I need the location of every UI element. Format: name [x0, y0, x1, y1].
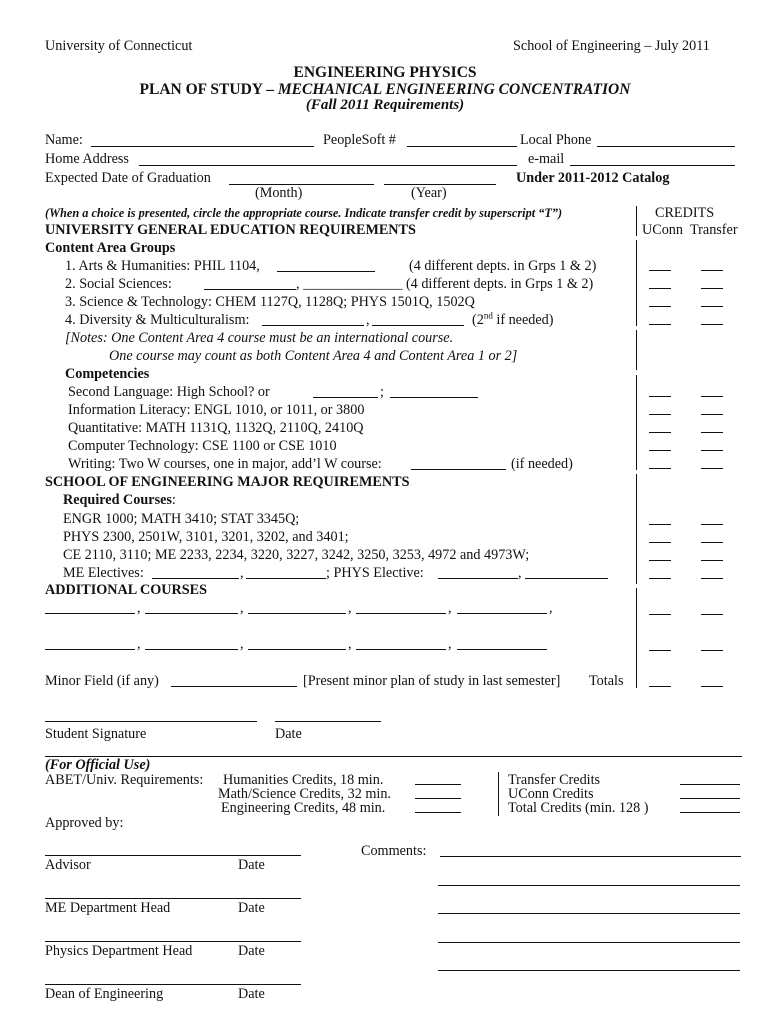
additional-course-field[interactable]	[145, 613, 238, 614]
uconn-credit-field[interactable]	[649, 270, 671, 271]
notes-line-1: [Notes: One Content Area 4 course must be an international course.	[65, 330, 454, 346]
content-area-2-note: , ______________ (4 different depts. in Grps 1 & 2)	[296, 276, 594, 292]
comments-line[interactable]	[440, 856, 741, 857]
physics-head-label: Physics Department Head	[45, 943, 193, 959]
comments-line[interactable]	[438, 913, 740, 914]
comma: ,	[240, 565, 244, 581]
dean-label: Dean of Engineering	[45, 986, 164, 1002]
phys-elective-label: ; PHYS Elective:	[326, 565, 424, 581]
name-label: Name:	[45, 132, 83, 148]
transfer-credit-field[interactable]	[701, 306, 723, 307]
comments-line[interactable]	[438, 970, 740, 971]
competency-computer: Computer Technology: CSE 1100 or CSE 1010	[68, 438, 337, 454]
transfer-column-heading: Transfer	[690, 222, 738, 238]
additional-course-field[interactable]	[457, 649, 547, 650]
transfer-credit-field[interactable]	[701, 524, 723, 525]
home-address-label: Home Address	[45, 151, 129, 167]
uconn-credit-field[interactable]	[649, 414, 671, 415]
notes-line-2: One course may count as both Content Area 4 and Content Area 1 or 2]	[109, 348, 518, 364]
local-phone-field[interactable]	[597, 146, 735, 147]
semicolon: ;	[380, 384, 384, 400]
content-area-1-field[interactable]	[277, 271, 375, 272]
additional-course-field[interactable]	[457, 613, 547, 614]
content-area-4-note: (2nd if needed)	[472, 310, 554, 328]
comma: ,	[137, 636, 141, 652]
student-date-label: Date	[275, 726, 302, 742]
phys-elective-field-2[interactable]	[525, 578, 608, 579]
competencies-heading: Competencies	[65, 366, 150, 382]
uconn-credit-field[interactable]	[649, 578, 671, 579]
humanities-credits-field[interactable]	[415, 784, 461, 785]
uconn-credit-field[interactable]	[649, 468, 671, 469]
transfer-credits-label: Transfer Credits	[508, 772, 601, 788]
transfer-credit-field[interactable]	[701, 396, 723, 397]
content-area-4-field-a[interactable]	[262, 325, 364, 326]
writing-field[interactable]	[411, 469, 506, 470]
competency-info-literacy: Information Literacy: ENGL 1010, or 1011, or 3800	[68, 402, 365, 418]
physics-head-date-label: Date	[238, 943, 265, 959]
additional-course-field[interactable]	[356, 613, 446, 614]
phys-elective-field-1[interactable]	[438, 578, 518, 579]
transfer-credit-field[interactable]	[701, 650, 723, 651]
dean-date-label: Date	[238, 986, 265, 1002]
competency-language: Second Language: High School? or	[68, 384, 270, 400]
student-signature-label: Student Signature	[45, 726, 147, 742]
gen-ed-heading: UNIVERSITY GENERAL EDUCATION REQUIREMENTS	[45, 222, 416, 238]
column-divider	[636, 588, 637, 688]
advisor-label: Advisor	[45, 857, 91, 873]
content-area-4-field-b[interactable]	[372, 325, 464, 326]
competency-quantitative: Quantitative: MATH 1131Q, 1132Q, 2110Q, 2410Q	[68, 420, 364, 436]
transfer-credit-field[interactable]	[701, 414, 723, 415]
comments-line[interactable]	[438, 942, 740, 943]
additional-heading: ADDITIONAL COURSES	[45, 582, 208, 598]
content-area-2-field[interactable]	[204, 289, 296, 290]
column-divider	[636, 474, 637, 584]
uconn-credit-field[interactable]	[649, 542, 671, 543]
uconn-credit-field[interactable]	[649, 306, 671, 307]
required-courses-heading: Required Courses:	[63, 492, 176, 508]
advisor-date-label: Date	[238, 857, 265, 873]
comma: ,	[448, 600, 452, 616]
comma: ,	[448, 636, 452, 652]
abet-label: ABET/Univ. Requirements:	[45, 772, 204, 788]
writing-suffix: (if needed)	[511, 456, 573, 472]
column-divider	[636, 240, 637, 326]
month-label: (Month)	[255, 185, 303, 201]
transfer-credit-field[interactable]	[701, 288, 723, 289]
comments-label: Comments:	[361, 843, 427, 859]
comma: ,	[137, 600, 141, 616]
engineering-credits-label: Engineering Credits, 48 min.	[221, 800, 386, 816]
minor-label: Minor Field (if any)	[45, 673, 159, 689]
me-head-label: ME Department Head	[45, 900, 171, 916]
doc-subtitle: PLAN OF STUDY – MECHANICAL ENGINEERING CONCENTRATION	[139, 81, 631, 98]
uconn-credits-field[interactable]	[680, 798, 740, 799]
uconn-credits-label: UConn Credits	[508, 786, 594, 802]
column-divider	[636, 330, 637, 370]
totals-label: Totals	[589, 673, 624, 689]
math-science-credits-label: Math/Science Credits, 32 min.	[218, 786, 391, 802]
transfer-total-field[interactable]	[701, 686, 723, 687]
comma: ,	[348, 600, 352, 616]
student-date-line[interactable]	[275, 721, 381, 722]
total-credits-field[interactable]	[680, 812, 740, 813]
transfer-credit-field[interactable]	[701, 614, 723, 615]
minor-field[interactable]	[171, 686, 297, 687]
uconn-credit-field[interactable]	[649, 614, 671, 615]
uconn-credit-field[interactable]	[649, 650, 671, 651]
peoplesoft-field[interactable]	[407, 146, 517, 147]
content-area-2: 2. Social Sciences:	[65, 276, 172, 292]
transfer-credit-field[interactable]	[701, 560, 723, 561]
content-area-3: 3. Science & Technology: CHEM 1127Q, 1128Q; PHYS 1501Q, 1502Q	[65, 294, 475, 310]
transfer-credit-field[interactable]	[701, 270, 723, 271]
column-divider	[636, 206, 637, 236]
instructions: (When a choice is presented, circle the appropriate course. Indicate transfer credit by superscript “T”)	[45, 206, 563, 220]
comma: ,	[549, 600, 553, 616]
comments-line[interactable]	[438, 885, 740, 886]
dean-signature-line[interactable]	[45, 984, 301, 985]
math-science-credits-field[interactable]	[415, 798, 461, 799]
approved-by-label: Approved by:	[45, 815, 124, 831]
uconn-credit-field[interactable]	[649, 324, 671, 325]
credits-heading: CREDITS	[655, 205, 715, 221]
content-area-4: 4. Diversity & Multiculturalism:	[65, 312, 250, 328]
additional-course-field[interactable]	[248, 613, 346, 614]
additional-course-field[interactable]	[145, 649, 238, 650]
doc-requirements-year: (Fall 2011 Requirements)	[305, 97, 465, 113]
humanities-credits-label: Humanities Credits, 18 min.	[223, 772, 384, 788]
content-area-1-note: (4 different depts. in Grps 1 & 2)	[409, 258, 597, 274]
comma: ,	[366, 312, 370, 328]
me-elective-field-1[interactable]	[152, 578, 239, 579]
doc-title: ENGINEERING PHYSICS	[293, 64, 477, 81]
uconn-credit-field[interactable]	[649, 560, 671, 561]
official-divider	[498, 772, 499, 816]
name-field[interactable]	[91, 146, 314, 147]
transfer-credit-field[interactable]	[701, 432, 723, 433]
home-address-field[interactable]	[139, 165, 517, 166]
me-elective-field-2[interactable]	[246, 578, 326, 579]
physics-head-signature-line[interactable]	[45, 941, 301, 942]
school-date: School of Engineering – July 2011	[513, 38, 710, 54]
additional-course-field[interactable]	[248, 649, 346, 650]
additional-course-field[interactable]	[45, 649, 135, 650]
peoplesoft-label: PeopleSoft #	[323, 132, 396, 148]
official-use-heading: (For Official Use)	[45, 757, 151, 773]
transfer-credit-field[interactable]	[701, 450, 723, 451]
additional-course-field[interactable]	[356, 649, 446, 650]
transfer-credit-field[interactable]	[701, 324, 723, 325]
uconn-credit-field[interactable]	[649, 432, 671, 433]
competency-writing: Writing: Two W courses, one in major, add’l W course:	[68, 456, 382, 472]
transfer-credit-field[interactable]	[701, 578, 723, 579]
student-signature-line[interactable]	[45, 721, 257, 722]
column-divider	[636, 375, 637, 470]
transfer-credit-field[interactable]	[701, 542, 723, 543]
me-head-signature-line[interactable]	[45, 898, 301, 899]
advisor-signature-line[interactable]	[45, 855, 301, 856]
me-electives-label: ME Electives:	[63, 565, 144, 581]
content-area-1: 1. Arts & Humanities: PHIL 1104,	[65, 258, 260, 274]
language-field-b[interactable]	[390, 397, 478, 398]
comma: ,	[518, 565, 522, 581]
total-credits-label: Total Credits (min. 128 )	[508, 800, 649, 816]
catalog-label: Under 2011-2012 Catalog	[516, 170, 670, 186]
transfer-credit-field[interactable]	[701, 468, 723, 469]
me-head-date-label: Date	[238, 900, 265, 916]
uconn-column-heading: UConn	[642, 222, 683, 238]
required-line-3: CE 2110, 3110; ME 2233, 2234, 3220, 3227, 3242, 3250, 3253, 4972 and 4973W;	[63, 547, 530, 563]
uconn-credit-field[interactable]	[649, 450, 671, 451]
uconn-credit-field[interactable]	[649, 396, 671, 397]
language-field-a[interactable]	[313, 397, 378, 398]
uconn-total-field[interactable]	[649, 686, 671, 687]
email-label: e-mail	[528, 151, 565, 167]
required-line-1: ENGR 1000; MATH 3410; STAT 3345Q;	[63, 511, 300, 527]
uconn-credit-field[interactable]	[649, 524, 671, 525]
minor-note: [Present minor plan of study in last semester]	[303, 673, 561, 689]
email-field[interactable]	[570, 165, 735, 166]
graduation-label: Expected Date of Graduation	[45, 170, 211, 186]
content-area-heading: Content Area Groups	[45, 240, 176, 256]
local-phone-label: Local Phone	[520, 132, 592, 148]
required-line-2: PHYS 2300, 2501W, 3101, 3201, 3202, and 3401;	[63, 529, 349, 545]
comma: ,	[240, 600, 244, 616]
uconn-credit-field[interactable]	[649, 288, 671, 289]
comma: ,	[348, 636, 352, 652]
engineering-credits-field[interactable]	[415, 812, 461, 813]
year-label: (Year)	[411, 185, 447, 201]
major-heading: SCHOOL OF ENGINEERING MAJOR REQUIREMENTS	[45, 474, 410, 490]
additional-course-field[interactable]	[45, 613, 135, 614]
university-name: University of Connecticut	[45, 38, 193, 54]
transfer-credits-field[interactable]	[680, 784, 740, 785]
comma: ,	[240, 636, 244, 652]
